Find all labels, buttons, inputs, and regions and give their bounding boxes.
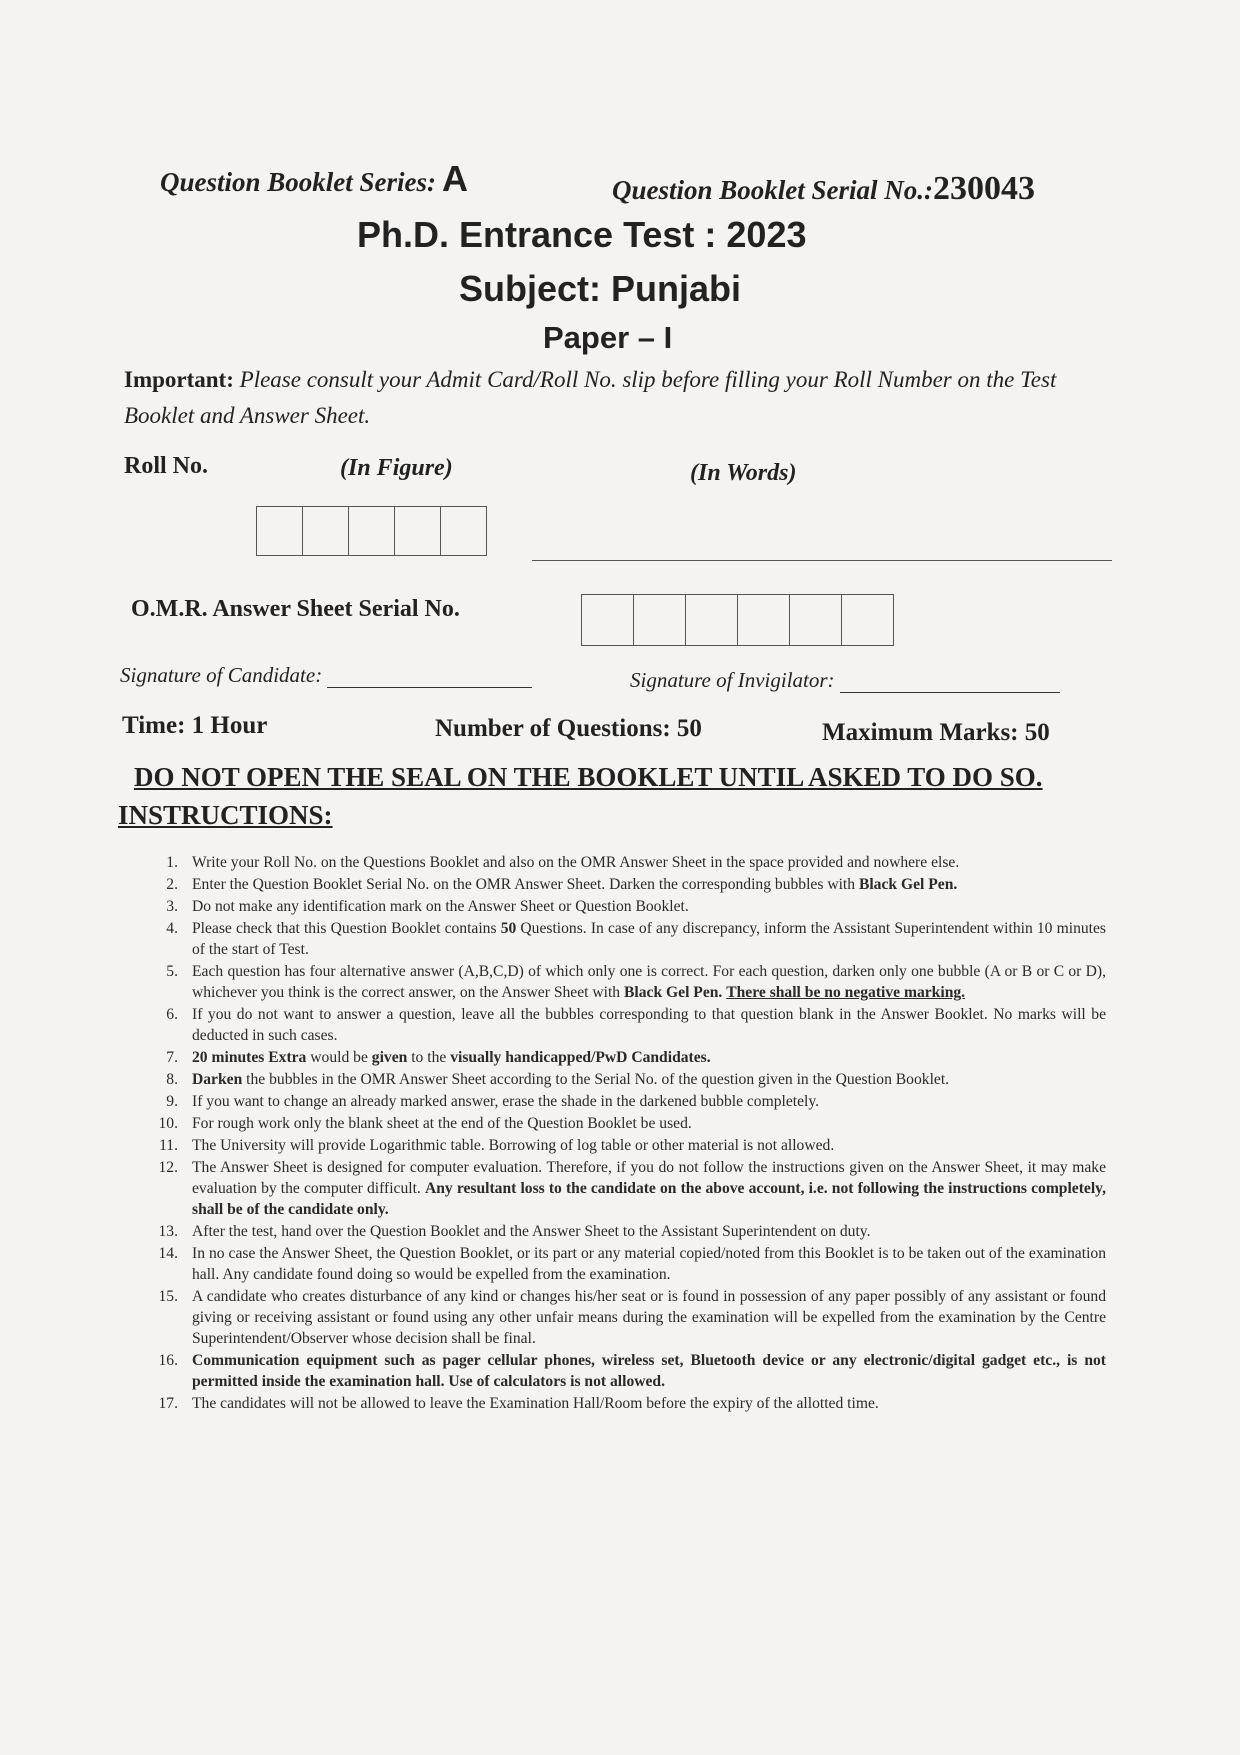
seal-warning: DO NOT OPEN THE SEAL ON THE BOOKLET UNTIL ASKED TO DO SO. <box>134 762 1043 792</box>
number-of-questions: Number of Questions: 50 <box>435 715 702 742</box>
instructions-heading: INSTRUCTIONS: <box>118 800 333 830</box>
instruction-item: 17. The candidates will not be allowed to leave the Examination Hall/Room before the expiry of the allotted time. <box>158 1395 879 1412</box>
roll-no-boxes[interactable] <box>256 506 487 556</box>
important-note <box>124 362 1124 434</box>
instruction-item: 16. Communication equipment such as pager cellular phones, wireless set, Bluetooth device or any electronic/digital gadget etc., is not permitted inside the examination hall. Use of calculators is not allowed. <box>158 1352 1106 1390</box>
omr-serial-label: O.M.R. Answer Sheet Serial No. <box>131 596 460 622</box>
omr-serial-box[interactable] <box>842 595 893 645</box>
instruction-item: 8. Darken the bubbles in the OMR Answer Sheet according to the Serial No. of the question given in the Question Booklet. <box>166 1071 950 1088</box>
instruction-item: 12. The Answer Sheet is designed for computer evaluation. Therefore, if you do not follow the instructions given on the Answer Sheet, it may make evaluation by the computer difficult. Any resultant loss to the candidate on the above account, i.e. not following the instructions completely, shall be of the candidate only. <box>158 1159 1107 1218</box>
instruction-item: 9. If you want to change an already marked answer, erase the shade in the darkened bubble completely. <box>166 1093 820 1110</box>
instruction-item: 10. For rough work only the blank sheet at the end of the Question Booklet be used. <box>158 1115 692 1132</box>
invigilator-signature-line[interactable] <box>840 674 1060 693</box>
omr-serial-box[interactable] <box>634 595 686 645</box>
in-figure-label: (In Figure) <box>340 455 453 481</box>
instruction-item: 6. If you do not want to answer a question, leave all the bubbles corresponding to that question blank in the Answer Booklet. No marks will be deducted in such cases. <box>166 1006 1106 1044</box>
instruction-item: 1. Write your Roll No. on the Questions Booklet and also on the OMR Answer Sheet in the space provided and nowhere else. <box>166 854 960 871</box>
booklet-series-value: A <box>442 158 469 199</box>
paper-title: Paper – I <box>543 320 673 355</box>
instruction-item: 3. Do not make any identification mark on the Answer Sheet or Question Booklet. <box>166 898 689 915</box>
instruction-item: 7. 20 minutes Extra would be given to the visually handicapped/PwD Candidates. <box>166 1049 711 1066</box>
important-label: Important: <box>124 367 234 392</box>
booklet-series-label: Question Booklet Series: <box>160 167 437 197</box>
roll-no-box[interactable] <box>349 507 395 555</box>
instruction-item: 15. A candidate who creates disturbance of any kind or changes his/her seat or is found in possession of any paper possibly of any assistant or found giving or receiving assistant or found using any other unfair means during the examination will be expelled from the examination by the Centre Superintendent/Observer whose decision shall be final. <box>158 1288 1106 1347</box>
omr-serial-box[interactable] <box>790 595 842 645</box>
invigilator-signature <box>630 668 1060 693</box>
omr-serial-boxes[interactable] <box>581 594 894 646</box>
subject-title: Subject: Punjabi <box>459 268 742 309</box>
time-info: Time: 1 Hour <box>122 712 268 739</box>
instruction-item: 4. Please check that this Question Booklet contains 50 Questions. In case of any discrepancy, inform the Assistant Superintendent within 10 minutes of the start of Test. <box>166 920 1106 958</box>
roll-no-label: Roll No. <box>124 453 208 479</box>
booklet-series <box>160 158 468 200</box>
exam-title: Ph.D. Entrance Test : 2023 <box>357 214 807 255</box>
invigilator-signature-label: Signature of Invigilator: <box>630 668 835 692</box>
roll-no-box[interactable] <box>441 507 486 555</box>
omr-serial-box[interactable] <box>686 595 738 645</box>
instruction-item: 14. In no case the Answer Sheet, the Question Booklet, or its part or any material copied/noted from this Booklet is to be taken out of the examination hall. Any candidate found doing so would be expelled from the examination. <box>158 1245 1106 1283</box>
omr-serial-box[interactable] <box>738 595 790 645</box>
roll-no-box[interactable] <box>257 507 303 555</box>
omr-serial-box[interactable] <box>582 595 634 645</box>
booklet-serial-value: 230043 <box>933 170 1036 207</box>
in-words-label: (In Words) <box>690 460 797 486</box>
instruction-item: 2. Enter the Question Booklet Serial No. on the OMR Answer Sheet. Darken the corresponding bubbles with Black Gel Pen. <box>166 876 958 893</box>
instruction-item: 13. After the test, hand over the Question Booklet and the Answer Sheet to the Assistant Superintendent on duty. <box>158 1223 871 1240</box>
instruction-item: 11. The University will provide Logarithmic table. Borrowing of log table or other material is not allowed. <box>159 1137 835 1154</box>
roll-no-words-line[interactable] <box>532 560 1112 561</box>
instruction-item: 5. Each question has four alternative answer (A,B,C,D) of which only one is correct. For each question, darken only one bubble (A or B or C or D), whichever you think is the correct answer, on the Answer Sheet with Black Gel Pen. There shall be no negative marking. <box>166 963 1106 1001</box>
booklet-serial <box>612 170 1035 208</box>
roll-no-box[interactable] <box>395 507 441 555</box>
important-text: Please consult your Admit Card/Roll No. slip before filling your Roll Number on the Test Booklet and Answer Sheet. <box>124 367 1057 428</box>
roll-no-box[interactable] <box>303 507 349 555</box>
booklet-serial-label: Question Booklet Serial No.: <box>612 175 934 205</box>
instructions-list <box>148 852 1106 1415</box>
candidate-signature <box>120 663 532 688</box>
candidate-signature-line[interactable] <box>327 669 532 688</box>
candidate-signature-label: Signature of Candidate: <box>120 663 323 687</box>
maximum-marks: Maximum Marks: 50 <box>822 719 1050 746</box>
